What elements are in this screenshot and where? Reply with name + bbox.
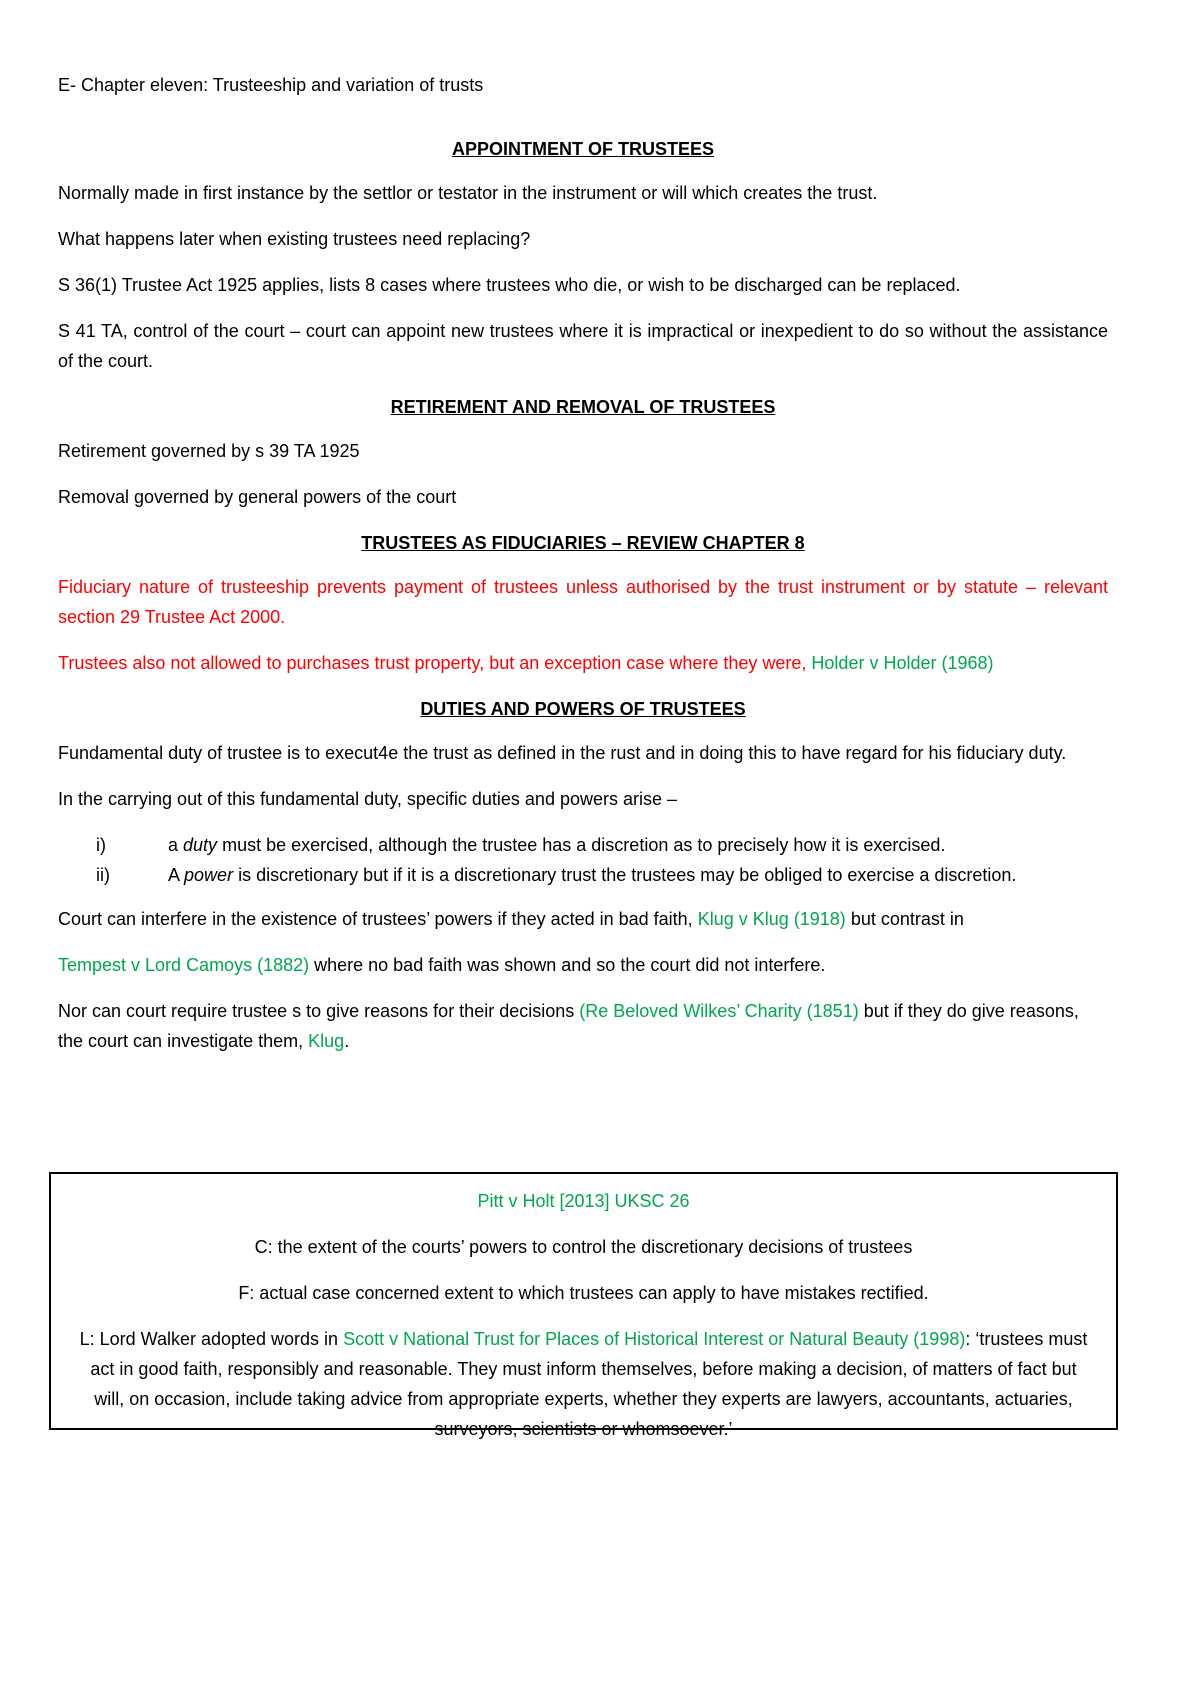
case-box-context: C: the extent of the courts’ powers to control the discretionary decisions of trustees bbox=[254, 1237, 913, 1257]
appointment-paragraph-1: Normally made in first instance by the settlor or testator in the instrument or will which creates the trust. bbox=[58, 183, 878, 203]
duties-paragraph-4 bbox=[58, 950, 1108, 980]
heading-appointment: APPOINTMENT OF TRUSTEES bbox=[451, 139, 714, 159]
retirement-paragraph-1: Retirement governed by s 39 TA 1925 bbox=[58, 441, 360, 461]
retirement-paragraph-2: Removal governed by general powers of the court bbox=[58, 487, 457, 507]
list-item-emphasis: duty bbox=[183, 835, 218, 855]
case-box-law-quote: ‘trustees must act in good faith, responsibly and reasonable. They must inform themselves, before making a decision, of matters of fact but will, on occasion, include taking advice from appropriate experts, whether they experts are lawyers, accountants, actuaries, surveyors, scientists or whomsoever.’ bbox=[90, 1329, 1088, 1439]
fiduciaries-paragraph-1: Fiduciary nature of trusteeship prevents payment of trustees unless authorised by the trust instrument or by statute – relevant section 29 Trustee Act 2000. bbox=[58, 577, 1108, 627]
document-page bbox=[58, 70, 1108, 1072]
case-box-law-colon: : bbox=[965, 1329, 971, 1349]
case-box-facts: F: actual case concerned extent to which trustees can apply to have mistakes rectified. bbox=[238, 1283, 929, 1303]
document-title: E- Chapter eleven: Trusteeship and variation of trusts bbox=[58, 75, 484, 95]
duties-list bbox=[58, 830, 1108, 890]
case-scott-v-national-trust: Scott v National Trust for Places of Historical Interest or Natural Beauty (1998) bbox=[343, 1329, 966, 1349]
duties-paragraph-5-text-a: Nor can court require trustee s to give reasons for their decisions bbox=[58, 1001, 575, 1021]
heading-retirement: RETIREMENT AND REMOVAL OF TRUSTEES bbox=[390, 397, 776, 417]
list-item-number: i) bbox=[96, 835, 106, 855]
list-item-post: must be exercised, although the trustee has a discretion as to precisely how it is exercised. bbox=[222, 835, 946, 855]
case-summary-box bbox=[49, 1172, 1118, 1439]
case-box-title: Pitt v Holt [2013] UKSC 26 bbox=[477, 1191, 690, 1211]
list-item-emphasis: power bbox=[184, 865, 234, 885]
heading-duties: DUTIES AND POWERS OF TRUSTEES bbox=[420, 699, 746, 719]
list-item-text bbox=[168, 830, 1108, 860]
heading-fiduciaries: TRUSTEES AS FIDUCIARIES – REVIEW CHAPTER 8 bbox=[361, 533, 805, 553]
case-box-law bbox=[75, 1324, 1092, 1444]
appointment-paragraph-3: S 36(1) Trustee Act 1925 applies, lists 8 cases where trustees who die, or wish to be discharged can be replaced. bbox=[58, 275, 961, 295]
list-item-number: ii) bbox=[96, 865, 110, 885]
list-item-post: is discretionary but if it is a discretionary trust the trustees may be obliged to exercise a discretion. bbox=[238, 865, 1017, 885]
list-item bbox=[58, 860, 1108, 890]
duties-paragraph-2: In the carrying out of this fundamental duty, specific duties and powers arise – bbox=[58, 789, 678, 809]
appointment-paragraph-2: What happens later when existing trustees need replacing? bbox=[58, 229, 531, 249]
fiduciaries-paragraph-2 bbox=[58, 648, 1108, 678]
case-box-law-prefix: L: Lord Walker adopted words in bbox=[79, 1329, 339, 1349]
case-re-beloved-wilkes-charity: (Re Beloved Wilkes’ Charity (1851) bbox=[579, 1001, 859, 1021]
duties-paragraph-5-end: . bbox=[344, 1031, 350, 1051]
list-item bbox=[58, 830, 1108, 860]
case-tempest-v-lord-camoys: Tempest v Lord Camoys (1882) bbox=[58, 955, 310, 975]
duties-paragraph-1: Fundamental duty of trustee is to execut4e the trust as defined in the rust and in doing this to have regard for his fiduciary duty. bbox=[58, 743, 1067, 763]
duties-paragraph-3-text-b: but contrast in bbox=[850, 909, 964, 929]
list-item-text bbox=[168, 860, 1108, 890]
list-item-pre: A bbox=[168, 865, 180, 885]
duties-paragraph-5 bbox=[58, 996, 1108, 1056]
fiduciaries-paragraph-2-text: Trustees also not allowed to purchases trust property, but an exception case where they were, bbox=[58, 653, 807, 673]
duties-paragraph-4-text: where no bad faith was shown and so the court did not interfere. bbox=[314, 955, 826, 975]
case-klug-v-klug: Klug v Klug (1918) bbox=[697, 909, 846, 929]
duties-paragraph-3-text-a: Court can interfere in the existence of trustees’ powers if they acted in bad faith, bbox=[58, 909, 693, 929]
duties-paragraph-3 bbox=[58, 904, 1108, 934]
appointment-paragraph-4: S 41 TA, control of the court – court can appoint new trustees where it is impractical or inexpedient to do so without the assistance of the court. bbox=[58, 321, 1108, 371]
case-klug: Klug bbox=[308, 1031, 345, 1051]
list-item-pre: a bbox=[168, 835, 179, 855]
duties-paragraph-5-text-b: but if they do give reasons, the court can investigate them, bbox=[58, 1001, 1079, 1051]
case-holder-v-holder: Holder v Holder (1968) bbox=[811, 653, 994, 673]
